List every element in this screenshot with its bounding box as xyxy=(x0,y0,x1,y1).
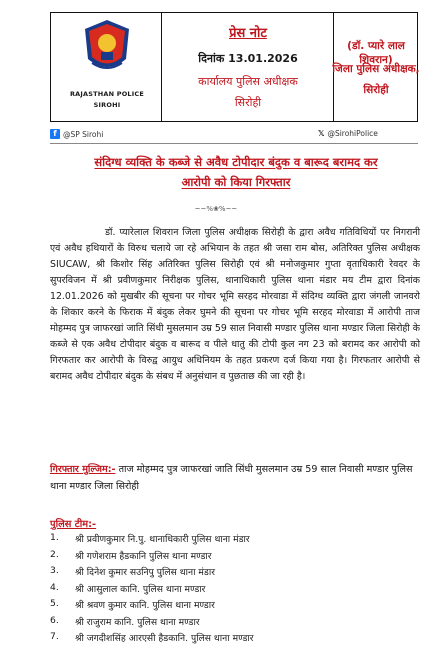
press-body xyxy=(50,225,420,385)
logo-box xyxy=(50,12,162,122)
x-handle xyxy=(318,129,378,138)
team-member-name: श्री श्रवण कुमार कानि. पुलिस थाना मण्डार xyxy=(75,600,215,611)
officer-title: जिला पुलिस अधीक्षक, xyxy=(332,63,420,75)
headline-line1: संदिग्ध व्यक्ति के कब्जे से अवैध टोपीदार बंदुक व बारूद बरामद कर xyxy=(94,155,378,169)
team-member-number: 5. xyxy=(50,598,59,609)
letterhead xyxy=(50,12,418,122)
officer-name: (डॉ. प्यारे लाल शिवरान) xyxy=(347,40,405,66)
team-member-name: श्री गणेशराम हैडकानि पुलिस थाना मण्डार xyxy=(75,550,212,562)
office-box xyxy=(162,12,334,122)
officer-place: सिरोही xyxy=(363,84,389,96)
police-team-list xyxy=(50,532,420,648)
rajasthan-police-emblem-icon xyxy=(82,19,132,75)
police-team-heading: पुलिस टीम:- xyxy=(50,519,97,530)
facebook-handle-text: @SP Sirohi xyxy=(63,129,104,139)
team-member-number: 2. xyxy=(50,548,59,560)
team-member xyxy=(50,598,420,615)
press-note-heading: प्रेस नोट xyxy=(229,26,267,41)
team-member-number: 1. xyxy=(50,532,59,543)
facebook-icon: f xyxy=(50,129,60,139)
ornament-divider: ~~%❀%~~ xyxy=(194,205,238,213)
team-member-number: 4. xyxy=(50,581,59,593)
team-member xyxy=(50,582,420,599)
logo-caption-line1: RAJASTHAN POLICE xyxy=(69,90,145,98)
team-member-name: श्री दिनेश कुमार सउनिपु पुलिस थाना मंडार xyxy=(75,567,215,578)
officer-box xyxy=(334,12,418,122)
team-member-name: श्री आसुलाल कानि. पुलिस थाना मण्डार xyxy=(75,583,206,595)
team-member-name: श्री प्रवीणकुमार नि.पु. थानाधिकारी पुलिस थाना मंडार xyxy=(75,534,250,545)
arrested-details: ताज मोहम्मद पुत्र जाफरखां जाति सिंधी मुसलमान उम्र 59 साल निवासी मण्डार पुलिस थाना मण्डार जिला सिरोही xyxy=(50,464,413,492)
x-logo-icon: 𝕏 xyxy=(318,129,325,138)
facebook-handle xyxy=(50,129,103,139)
arrested-label: गिरफ्तार मुल्जिम:- xyxy=(50,464,116,475)
team-member xyxy=(50,615,420,632)
team-member-number: 3. xyxy=(50,565,59,576)
team-member xyxy=(50,549,420,566)
team-member-name: श्री जगदीशसिंह आरएसी हैडकानि. पुलिस थाना मण्डार xyxy=(75,633,254,644)
headline-line2: आरोपी को किया गिरफ्तार xyxy=(181,175,291,189)
logo-caption-line2: SIROHI xyxy=(93,101,121,109)
team-member-name: श्री राजुराम कानि. पुलिस थाना मण्डार xyxy=(75,616,200,628)
office-line2: सिरोही xyxy=(234,96,262,109)
body-paragraph: डॉ. प्यारेलाल शिवरान जिला पुलिस अधीक्षक सिरोही के द्वारा अवैध गतिविधियों पर निगरानी एवं अवैध हथियारों के विरुध चलाये जा रहे अभियान के तहत श्री जसा राम बोस, अतिरिक्त पुलिस अधीक्षक SIUCAW, श्री किशोर सिंह अतिरिक्त पुलिस सिरोही एवं श्री मनोजकुमार गुप्ता वृताधिकारी रेवदर के सुपरविजन में श्री प्रवीणकुमार निरीक्षक पुलिस, थानाधिकारी पुलिस थाना मंडार मय टीम द्वारा दिनांक 12.01.2026 को मुखबीर की सूचना पर गोचर भूमि सरहद मोरवाडा में संदिग्ध व्यक्ति द्वारा जंगली जानवरो के शिकार करने के फिराक में बंदुक लेकर घुमने की सूचना पर गोचर भूमि सरहद मोरवाडा में आरोपी ताज मोहम्मद पुत्र जाफरखां जाति सिंधी मुसलमान उम्र 59 साल निवासी मण्डार पुलिस थाना मण्डार जिला सिरोही के कब्जे से एक अवैध टोपीदार बंदुक व बारूद व पीले धातु की टोपी कुल नग 23 को बरामद कर आरोपी को गिरफतार कर आरोपी के विरुद्व आयुध अधिनियम के तहत प्रकरण दर्ज किया गया है। गिरफतार आरोपी से बरामद अवैध टोपीदार बंदुक के संबध में अनुसंधान व पुछताछ की जा रही है। xyxy=(50,227,420,382)
press-date: दिनांक 13.01.2026 xyxy=(198,52,298,65)
team-member xyxy=(50,565,420,582)
team-member xyxy=(50,631,420,648)
arrested-accused xyxy=(50,461,422,495)
team-member xyxy=(50,532,420,549)
office-line1: कार्यालय पुलिस अधीक्षक xyxy=(198,75,298,88)
team-member-number: 7. xyxy=(50,631,59,642)
divider xyxy=(50,143,418,144)
team-member-number: 6. xyxy=(50,614,59,626)
x-handle-text: @SirohiPolice xyxy=(327,129,378,138)
